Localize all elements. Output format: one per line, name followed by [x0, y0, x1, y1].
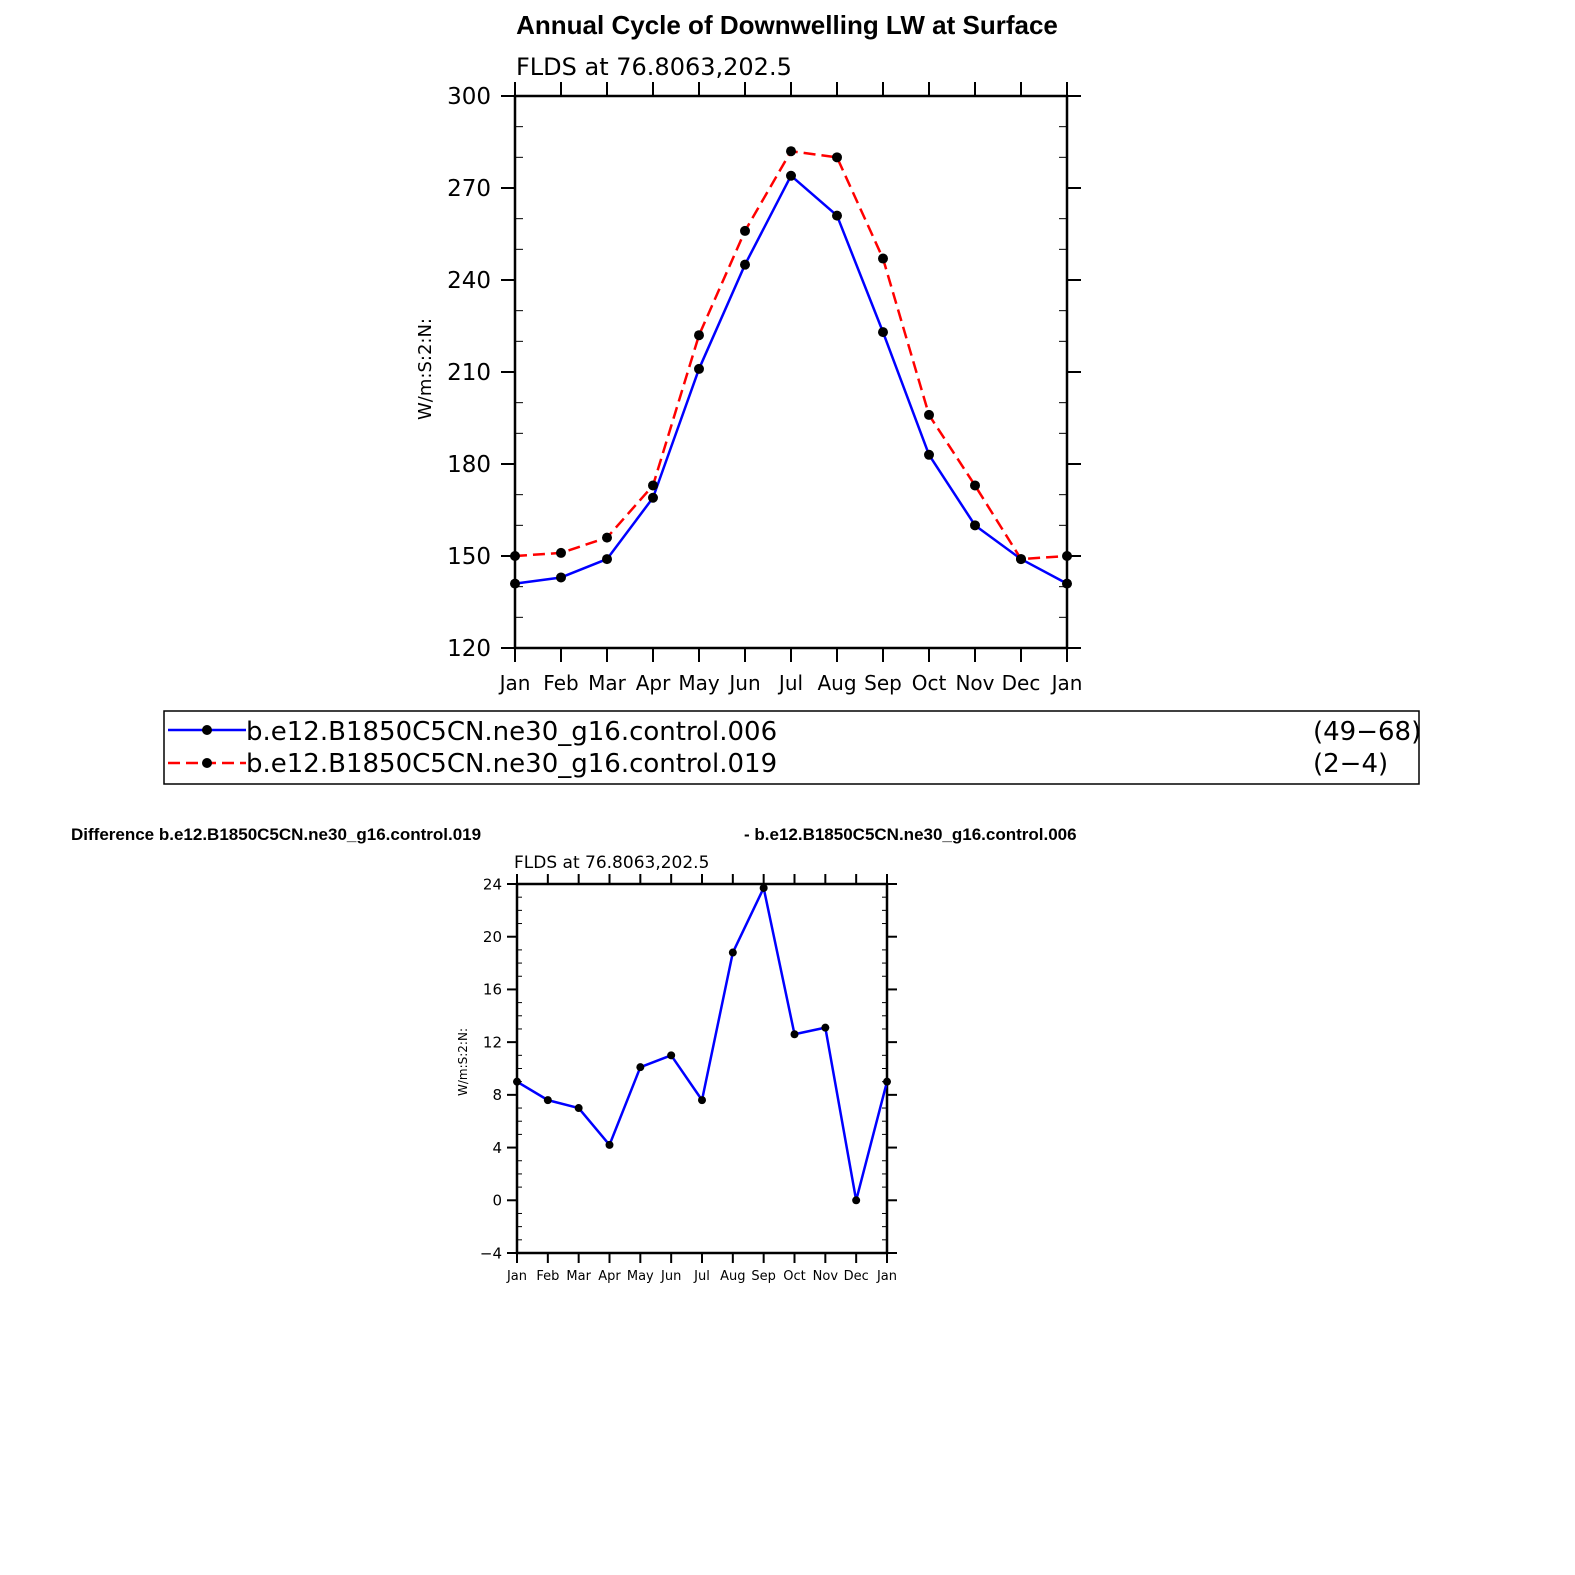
chart1-series-1-point: [694, 330, 704, 340]
chart1-xtick-label: Jun: [729, 671, 761, 695]
chart2-ytick-label: 24: [482, 875, 502, 894]
chart1-xtick-label: Jan: [499, 671, 531, 695]
chart1-series-0-point: [602, 554, 612, 564]
chart2-series-0-point: [667, 1051, 675, 1059]
chart2-series-0-point: [636, 1063, 644, 1071]
chart1-xtick-label: Apr: [635, 671, 671, 695]
chart1-ytick-label: 120: [447, 636, 491, 663]
chart1-ytick-label: 150: [447, 544, 491, 571]
chart1-ytick-label: 240: [447, 268, 491, 295]
chart1-series-0-point: [556, 572, 566, 582]
chart2-xtick-label: Feb: [536, 1269, 560, 1284]
chart2-xtick-label: Jul: [694, 1269, 710, 1284]
chart1-series-0-point: [740, 260, 750, 270]
chart2-ytick-label: 4: [492, 1138, 502, 1157]
chart1-xtick-label: Feb: [543, 671, 579, 695]
chart1-series-1-point: [510, 551, 520, 561]
chart2-series-0-point: [760, 884, 768, 892]
chart1-xtick-label: Jul: [778, 671, 804, 695]
chart2-series-0-point: [729, 949, 737, 957]
chart2-ylabel: W/m:S:2:N:: [456, 1028, 470, 1096]
chart2-series-0-point: [575, 1104, 583, 1112]
chart2-xtick-label: Sep: [751, 1269, 776, 1284]
chart2-ytick-label: −4: [479, 1244, 502, 1263]
chart1-series-0-point: [1062, 579, 1072, 589]
diff-title-right: - b.e12.B1850C5CN.ne30_g16.control.006: [744, 825, 1077, 844]
chart2-series-0-point: [606, 1141, 614, 1149]
chart2-series-0-point: [852, 1196, 860, 1204]
chart1-series-1-point: [1016, 554, 1026, 564]
chart2-series-0-point: [791, 1030, 799, 1038]
chart1-series-line-1: [515, 151, 1067, 559]
chart1-series-0-point: [648, 493, 658, 503]
chart2-xtick-label: Jun: [661, 1269, 682, 1284]
chart1-ytick-label: 270: [447, 176, 491, 203]
chart1-series-1-point: [602, 533, 612, 543]
chart2-ytick-label: 16: [482, 980, 502, 999]
chart1-series-1-point: [1062, 551, 1072, 561]
chart2-ytick-label: 12: [482, 1033, 502, 1052]
chart1-series-1-point: [648, 480, 658, 490]
chart2-xtick-label: Mar: [566, 1269, 591, 1284]
chart1-xtick-label: Dec: [1001, 671, 1041, 695]
chart1-series-1-point: [786, 146, 796, 156]
chart2-xtick-label: Apr: [598, 1269, 621, 1284]
chart2-series-0-point: [544, 1096, 552, 1104]
legend: [164, 711, 1421, 784]
chart2-xtick-label: Nov: [812, 1269, 839, 1284]
main-title: Annual Cycle of Downwelling LW at Surface: [516, 10, 1058, 40]
chart1-series-0-point: [786, 171, 796, 181]
chart1-series-0-point: [832, 211, 842, 221]
chart2-xtick-label: Jan: [876, 1269, 898, 1284]
chart2-xtick-label: May: [626, 1269, 654, 1284]
legend-label-control-019: b.e12.B1850C5CN.ne30_g16.control.019: [246, 749, 778, 779]
chart1-xtick-label: Mar: [588, 671, 626, 695]
chart1-series-1-point: [878, 254, 888, 264]
chart1-xtick-label: Jan: [1051, 671, 1083, 695]
chart2-xtick-label: Aug: [720, 1269, 746, 1284]
chart2-xtick-label: Dec: [843, 1269, 869, 1284]
chart1-series-0-point: [694, 364, 704, 374]
chart1-ytick-label: 180: [447, 452, 491, 479]
diff-title-left: Difference b.e12.B1850C5CN.ne30_g16.control.019: [71, 825, 482, 844]
chart2-series-0-point: [698, 1096, 706, 1104]
legend-label-control-006: b.e12.B1850C5CN.ne30_g16.control.006: [246, 717, 778, 747]
chart2-series-0-point: [883, 1078, 891, 1086]
chart1-ytick-label: 210: [447, 360, 491, 387]
chart2-series-line-0: [517, 888, 887, 1200]
chart2-ytick-label: 20: [482, 927, 502, 946]
chart2-subtitle: FLDS at 76.8063,202.5: [514, 853, 710, 873]
legend-years-control-006: (49−68): [1313, 717, 1422, 747]
chart1-series-1-point: [924, 410, 934, 420]
chart2-ytick-label: 8: [492, 1086, 502, 1105]
chart1-series-0-point: [878, 327, 888, 337]
chart2-series-0-point: [821, 1024, 829, 1032]
chart1-series-0-point: [924, 450, 934, 460]
legend-marker-control-006: [202, 725, 212, 735]
chart1-xtick-label: Aug: [817, 671, 857, 695]
annual-cycle-chart: [415, 53, 1082, 695]
chart1-series-1-point: [740, 226, 750, 236]
chart1-xtick-label: Nov: [955, 671, 995, 695]
legend-marker-control-019: [202, 758, 212, 768]
chart1-series-1-point: [832, 152, 842, 162]
chart2-ytick-label: 0: [492, 1191, 502, 1210]
legend-years-control-019: (2−4): [1313, 749, 1389, 779]
chart1-series-0-point: [510, 579, 520, 589]
chart1-series-0-point: [970, 520, 980, 530]
chart1-ytick-label: 300: [447, 84, 491, 111]
chart1-series-1-point: [970, 480, 980, 490]
chart1-xtick-label: Oct: [911, 671, 947, 695]
chart2-xtick-label: Jan: [506, 1269, 528, 1284]
chart1-ylabel: W/m:S:2:N:: [415, 318, 436, 420]
chart2-xtick-label: Oct: [783, 1269, 806, 1284]
chart1-xtick-label: May: [678, 671, 720, 695]
chart1-xtick-label: Sep: [864, 671, 902, 695]
chart1-subtitle: FLDS at 76.8063,202.5: [516, 53, 792, 81]
difference-chart: [456, 853, 897, 1284]
chart2-series-0-point: [513, 1078, 521, 1086]
chart1-series-1-point: [556, 548, 566, 558]
chart1-series-line-0: [515, 176, 1067, 584]
